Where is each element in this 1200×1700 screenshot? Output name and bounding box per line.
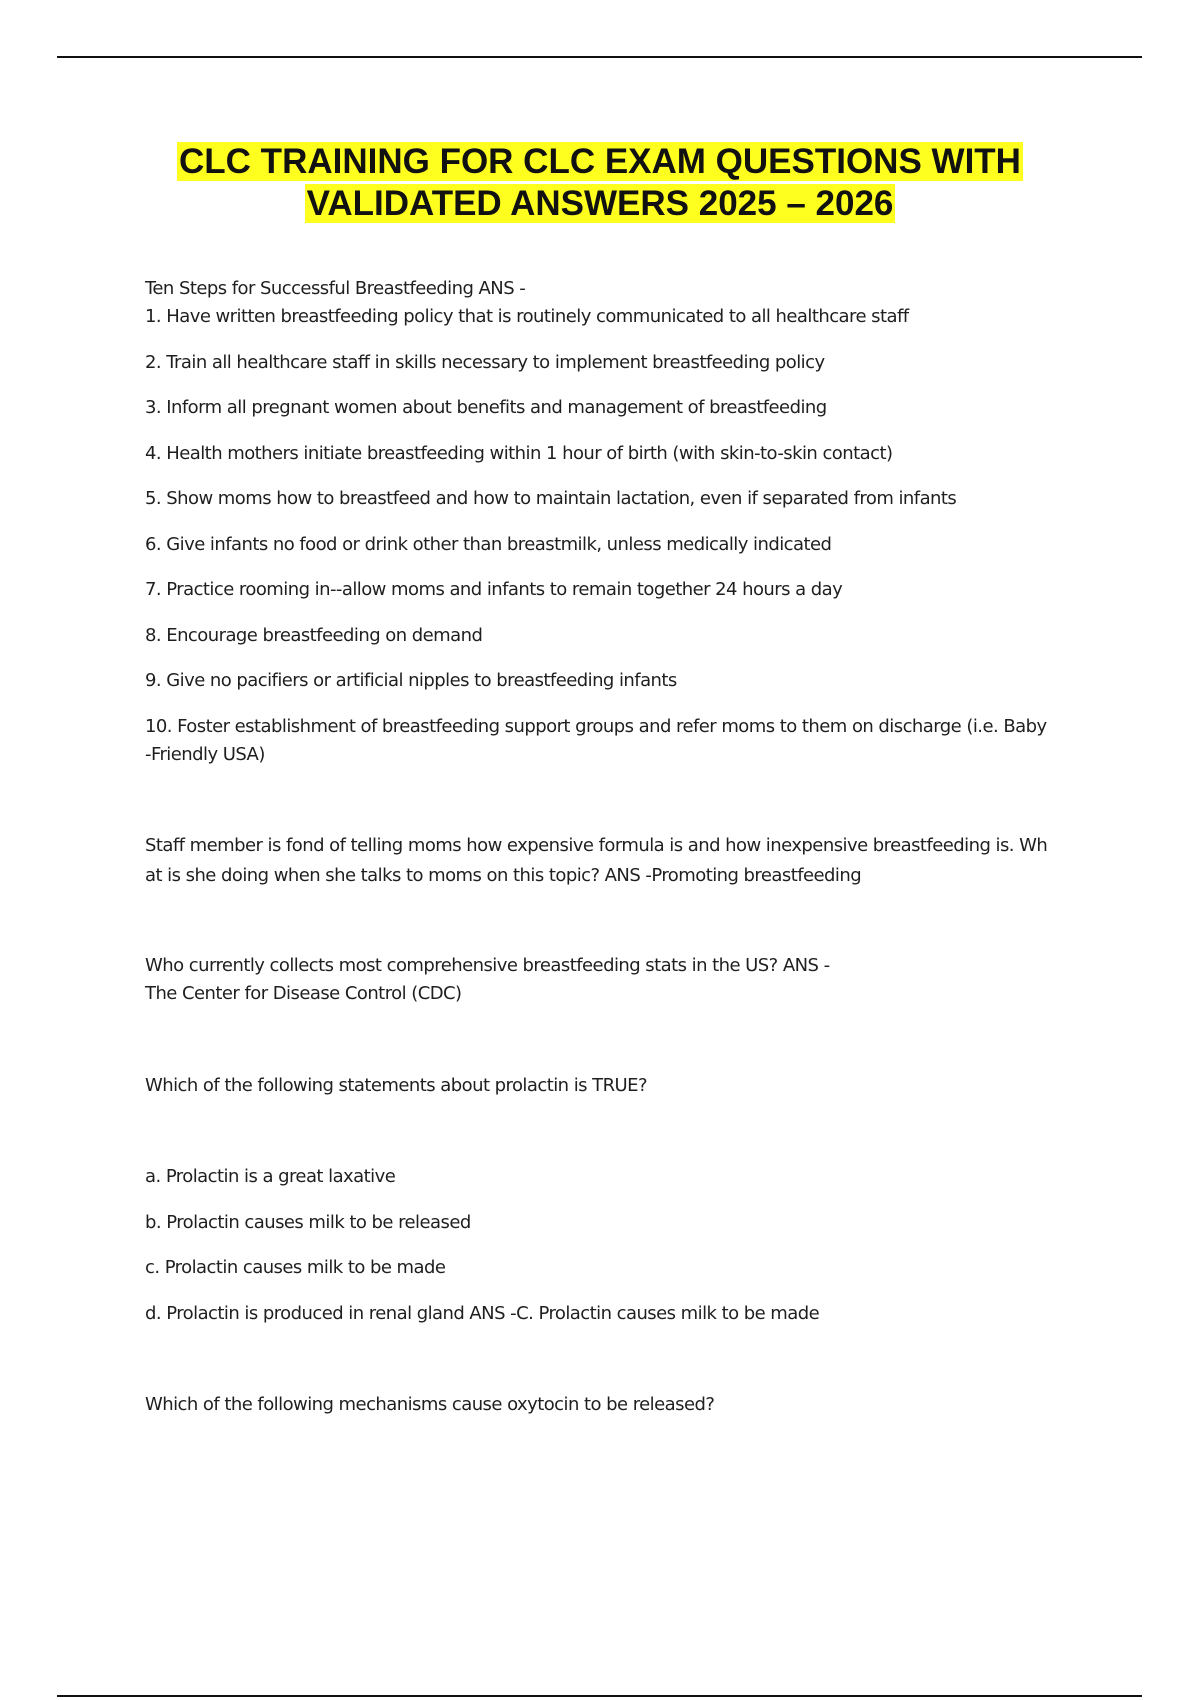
document-title [0, 141, 1200, 225]
top-rule [57, 56, 1142, 58]
question-prolactin: Which of the following statements about prolactin is TRUE? [145, 1075, 648, 1096]
ten-steps-item: 9. Give no pacifiers or artificial nipples to breastfeeding infants [145, 670, 677, 691]
title-line-1: CLC TRAINING FOR CLC EXAM QUESTIONS WITH [179, 142, 1021, 181]
title-line-2: VALIDATED ANSWERS 2025 – 2026 [306, 184, 894, 223]
ten-steps-item: 1. Have written breastfeeding policy that is routinely communicated to all healthcare staff [145, 306, 909, 327]
question-stats-line-1: Who currently collects most comprehensive breastfeeding stats in the US? ANS - [145, 955, 830, 976]
prolactin-option: b. Prolactin causes milk to be released [145, 1212, 471, 1233]
bottom-rule [57, 1695, 1142, 1697]
ten-steps-item-10-line-1: 10. Foster establishment of breastfeeding support groups and refer moms to them on discharge (i.e. Baby [145, 716, 1047, 737]
ten-steps-item: 4. Health mothers initiate breastfeeding within 1 hour of birth (with skin-to-skin contact) [145, 443, 893, 464]
prolactin-option: c. Prolactin causes milk to be made [145, 1257, 446, 1278]
ten-steps-item: 7. Practice rooming in--allow moms and infants to remain together 24 hours a day [145, 579, 843, 600]
ten-steps-item: 8. Encourage breastfeeding on demand [145, 625, 483, 646]
ten-steps-item: 2. Train all healthcare staff in skills necessary to implement breastfeeding policy [145, 352, 825, 373]
ten-steps-item: 3. Inform all pregnant women about benefits and management of breastfeeding [145, 397, 827, 418]
ten-steps-item: 5. Show moms how to breastfeed and how to maintain lactation, even if separated from infants [145, 488, 957, 509]
question-oxytocin: Which of the following mechanisms cause oxytocin to be released? [145, 1394, 715, 1415]
prolactin-option: a. Prolactin is a great laxative [145, 1166, 396, 1187]
ten-steps-item-10-line-2: -Friendly USA) [145, 744, 265, 765]
question-formula-line-1: Staff member is fond of telling moms how expensive formula is and how inexpensive breastfeeding is. Wh [145, 835, 1048, 856]
ten-steps-item: 6. Give infants no food or drink other than breastmilk, unless medically indicated [145, 534, 832, 555]
question-stats-line-2: The Center for Disease Control (CDC) [145, 983, 462, 1004]
ten-steps-heading: Ten Steps for Successful Breastfeeding ANS - [145, 278, 526, 299]
question-formula-line-2: at is she doing when she talks to moms on this topic? ANS -Promoting breastfeeding [145, 865, 862, 886]
prolactin-option: d. Prolactin is produced in renal gland ANS -C. Prolactin causes milk to be made [145, 1303, 820, 1324]
